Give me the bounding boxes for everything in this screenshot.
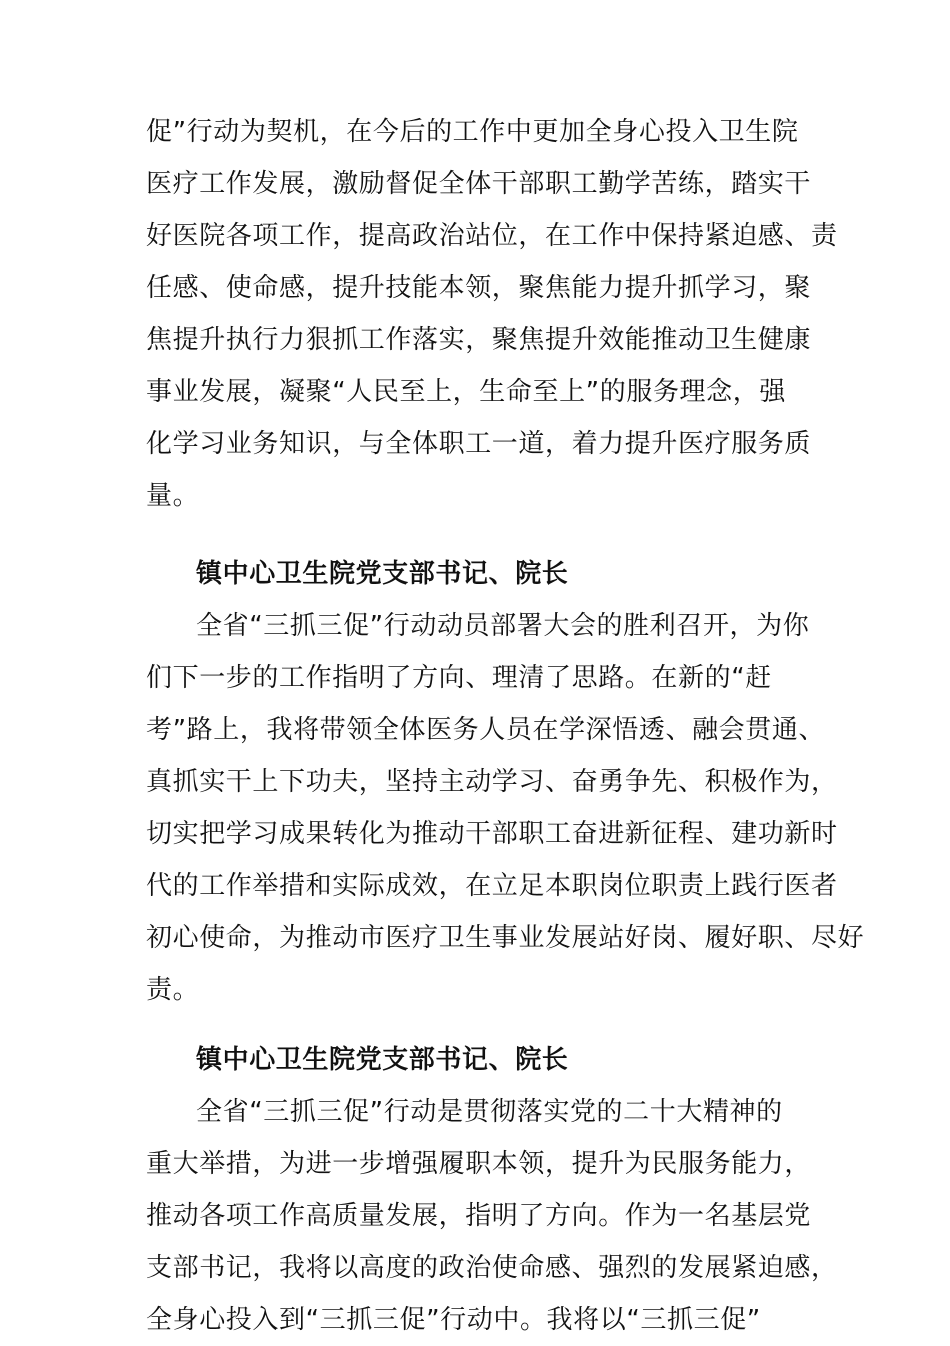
section-heading: 镇中心卫生院党支部书记、院长 (196, 559, 569, 589)
paragraph-line: 事业发展，凝聚“人民至上，生命至上”的服务理念，强 (146, 377, 786, 407)
paragraph-line: 量。 (146, 481, 200, 511)
paragraph-line: 好医院各项工作，提高政治站位，在工作中保持紧迫感、责 (146, 221, 838, 251)
continued-paragraph (146, 106, 836, 522)
paragraph-line: 医疗工作发展，激励督促全体干部职工勤学苦练，踏实干 (146, 169, 812, 199)
paragraph-line: 代的工作举措和实际成效，在立足本职岗位职责上践行医者 (146, 871, 838, 901)
paragraph-line: 化学习业务知识，与全体职工一道，着力提升医疗服务质 (146, 429, 812, 459)
section-1 (146, 548, 865, 1016)
paragraph-line: 们下一步的工作指明了方向、理清了思路。在新的“赶 (146, 663, 772, 693)
paragraph-line: 责。 (146, 975, 200, 1005)
paragraph-line: 任感、使命感，提升技能本领，聚焦能力提升抓学习，聚 (146, 273, 812, 303)
paragraph-line: 初心使命，为推动市医疗卫生事业发展站好岗、履好职、尽好 (146, 923, 865, 953)
section-2 (146, 1034, 836, 1346)
paragraph-line: 焦提升执行力狠抓工作落实，聚焦提升效能推动卫生健康 (146, 325, 812, 355)
paragraph-line: 推动各项工作高质量发展，指明了方向。作为一名基层党 (146, 1201, 812, 1231)
paragraph-line: 考”路上，我将带领全体医务人员在学深悟透、融会贯通、 (146, 715, 826, 745)
paragraph-line: 促”行动为契机，在今后的工作中更加全身心投入卫生院 (146, 117, 799, 147)
paragraph-line: 切实把学习成果转化为推动干部职工奋进新征程、建功新时 (146, 819, 838, 849)
paragraph-line: 真抓实干上下功夫，坚持主动学习、奋勇争先、积极作为， (146, 767, 838, 797)
paragraph-line: 支部书记，我将以高度的政治使命感、强烈的发展紧迫感， (146, 1253, 838, 1283)
paragraph-line: 全省“三抓三促”行动动员部署大会的胜利召开，为你 (196, 611, 810, 641)
paragraph-line: 全省“三抓三促”行动是贯彻落实党的二十大精神的 (196, 1097, 783, 1127)
paragraph-line: 重大举措，为进一步增强履职本领，提升为民服务能力， (146, 1149, 812, 1179)
section-heading: 镇中心卫生院党支部书记、院长 (196, 1045, 569, 1075)
paragraph-line: 全身心投入到“三抓三促”行动中。我将以“三抓三促” (146, 1305, 761, 1335)
